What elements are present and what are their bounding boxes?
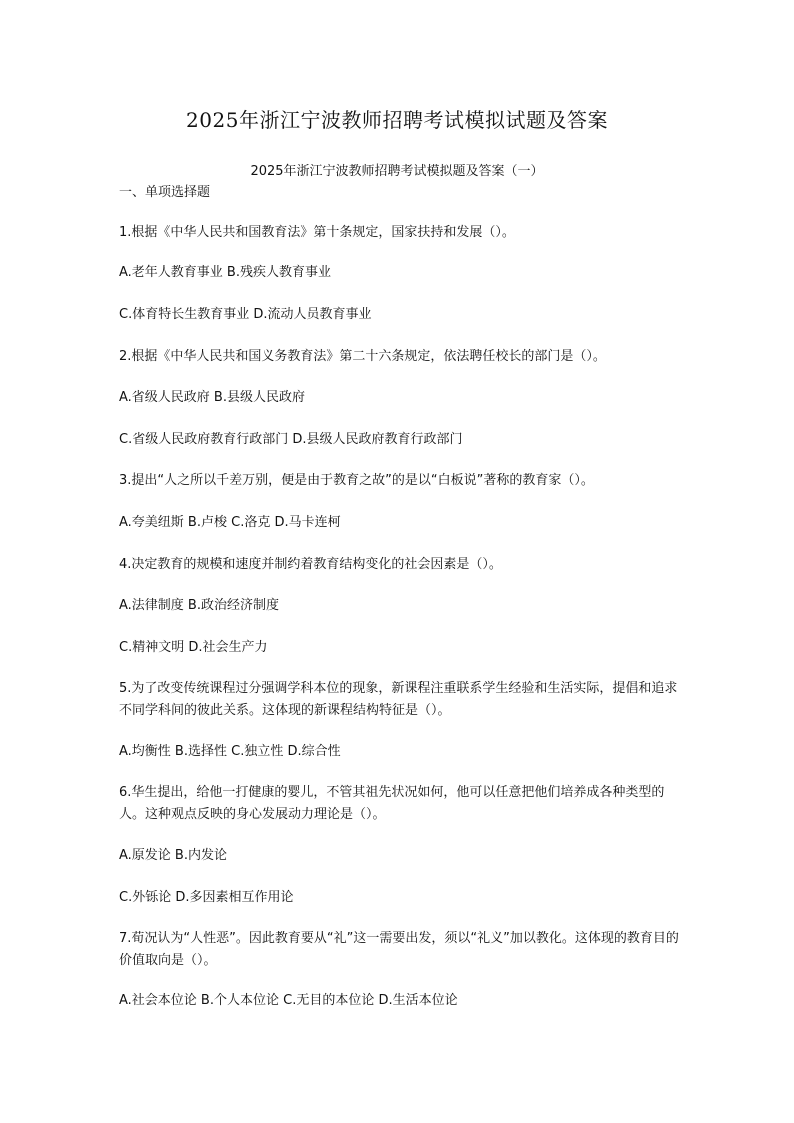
question-option: C.外铄论 D.多因素相互作用论 xyxy=(119,890,294,905)
question-option: A.老年人教育事业 B.残疾人教育事业 xyxy=(119,265,331,280)
question-option: A.均衡性 B.选择性 C.独立性 D.综合性 xyxy=(119,744,341,759)
question-option: A.夸美纽斯 B.卢梭 C.洛克 D.马卡连柯 xyxy=(119,515,341,530)
question-stem: 2.根据《中华人民共和国义务教育法》第二十六条规定，依法聘任校长的部门是（）。 xyxy=(119,349,606,364)
question-stem: 5.为了改变传统课程过分强调学科本位的现象，新课程注重联系学生经验和生活实际，提倡和追求不同学科间的彼此关系。这体现的新课程结构特征是（）。 xyxy=(119,681,678,718)
question-stem: 1.根据《中华人民共和国教育法》第十条规定，国家扶持和发展（）。 xyxy=(119,225,515,240)
question-option: A.社会本位论 B.个人本位论 C.无目的本位论 D.生活本位论 xyxy=(119,993,458,1008)
question-option: A.原发论 B.内发论 xyxy=(119,848,227,863)
question-option: A.省级人民政府 B.县级人民政府 xyxy=(119,390,305,405)
question-option: A.法律制度 B.政治经济制度 xyxy=(119,598,279,613)
question-stem: 3.提出“人之所以千差万别，便是由于教育之故”的是以“白板说”著称的教育家（）。 xyxy=(119,473,594,488)
question-stem: 4.决定教育的规模和速度并制约着教育结构变化的社会因素是（）。 xyxy=(119,557,502,572)
section-heading: 一、单项选择题 xyxy=(119,185,211,200)
question-stem: 6.华生提出，给他一打健康的婴儿，不管其祖先状况如何，他可以任意把他们培养成各种类型的人。这种观点反映的身心发展动力理论是（）。 xyxy=(119,785,665,822)
question-option: C.体育特长生教育事业 D.流动人员教育事业 xyxy=(119,307,372,322)
document-title: 2025年浙江宁波教师招聘考试模拟试题及答案 xyxy=(186,108,608,132)
question-option: C.精神文明 D.社会生产力 xyxy=(119,640,268,655)
document-subtitle: 2025年浙江宁波教师招聘考试模拟题及答案（一） xyxy=(250,164,544,179)
question-stem: 7.荀况认为“人性恶”。因此教育要从“礼”这一需要出发，须以“礼义”加以教化。这体现的教育目的价值取向是（）。 xyxy=(119,931,679,968)
question-option: C.省级人民政府教育行政部门 D.县级人民政府教育行政部门 xyxy=(119,432,463,447)
